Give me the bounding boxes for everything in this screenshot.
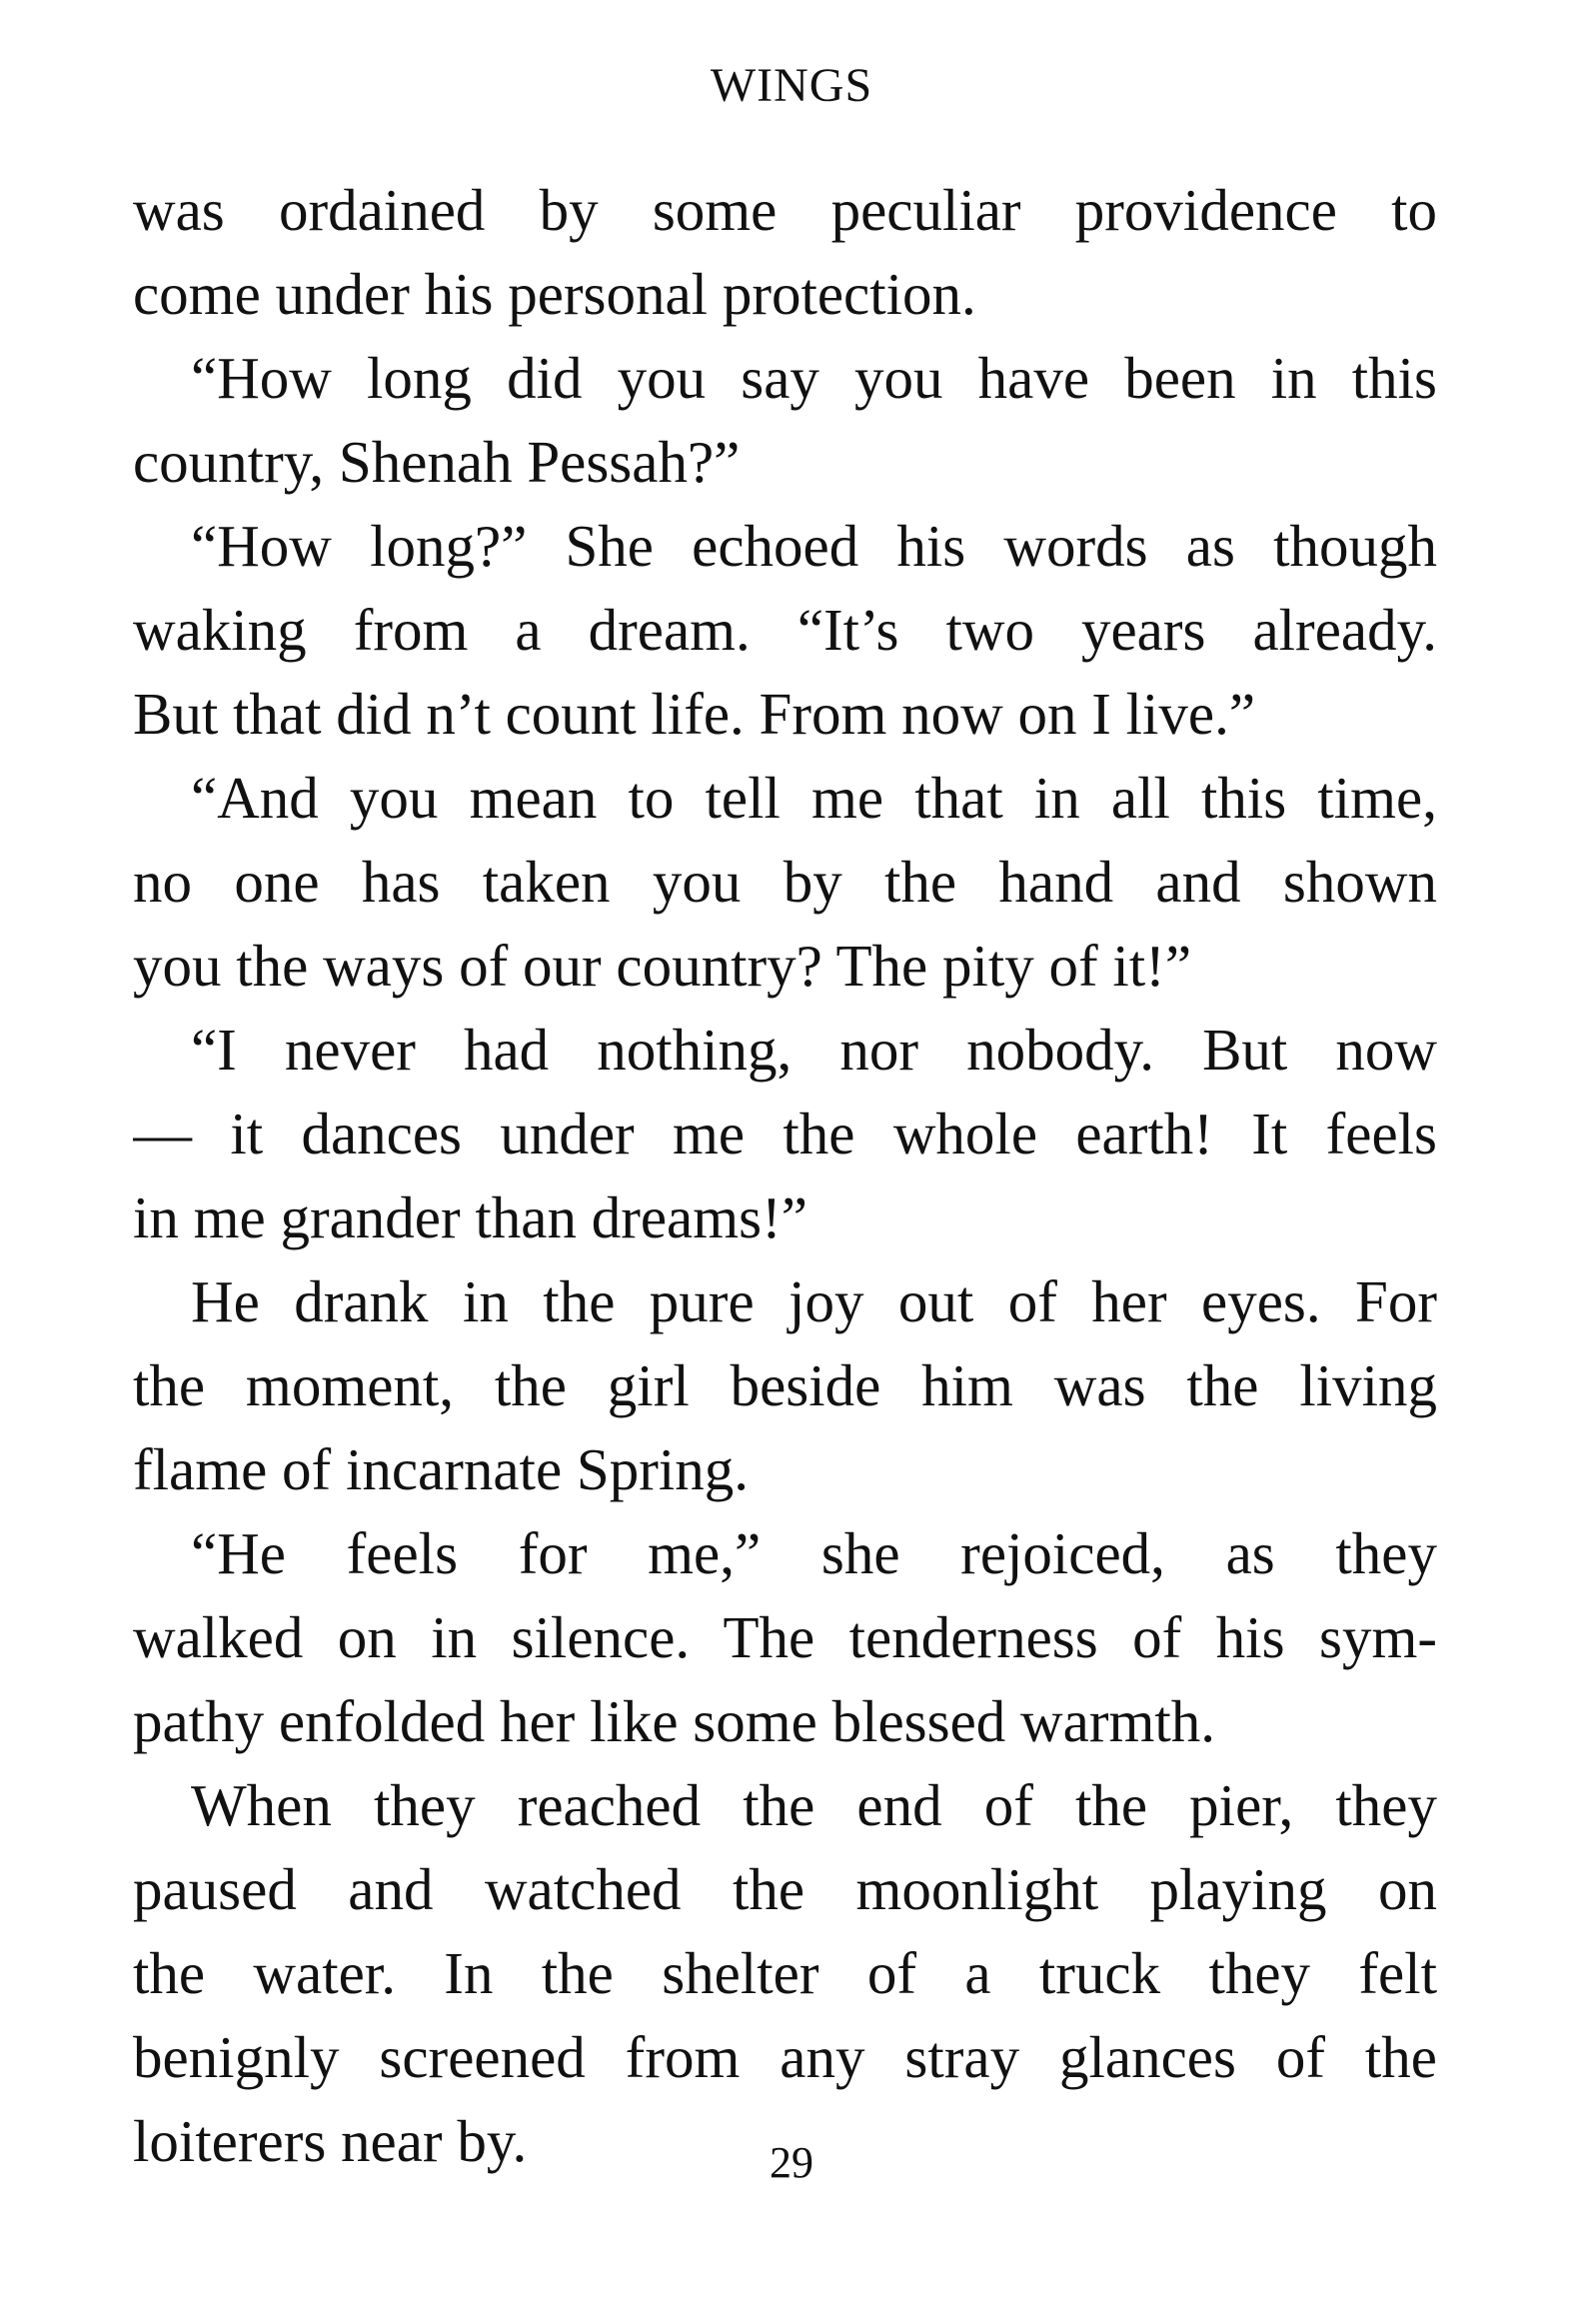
text-line: flame of incarnate Spring.: [133, 1436, 749, 1502]
running-head: WINGS: [710, 59, 873, 112]
text-line: in me grander than dreams!”: [133, 1184, 807, 1250]
text-line: walked on in silence. The tenderness of his sym-: [133, 1604, 1437, 1670]
text-line: He drank in the pure joy out of her eyes. For: [191, 1268, 1437, 1334]
text-line: When they reached the end of the pier, they: [191, 1772, 1437, 1838]
text-line: the water. In the shelter of a truck they felt: [133, 1940, 1437, 2006]
text-line: was ordained by some peculiar providence to: [133, 177, 1437, 243]
text-line: “How long?” She echoed his words as though: [191, 513, 1437, 579]
page-number: 29: [770, 2138, 813, 2187]
text-line: waking from a dream. “It’s two years already.: [133, 597, 1437, 663]
text-line: benignly screened from any stray glances of the: [133, 2024, 1437, 2090]
text-line: But that did n’t count life. From now on I live.”: [133, 681, 1256, 747]
body-text: [133, 168, 1437, 2183]
text-line: “I never had nothing, nor nobody. But now: [191, 1017, 1437, 1083]
text-line: “He feels for me,” she rejoiced, as they: [191, 1520, 1437, 1586]
text-line: “How long did you say you have been in this: [191, 345, 1437, 411]
text-line: — it dances under me the whole earth! It feels: [133, 1101, 1437, 1166]
text-line: paused and watched the moonlight playing on: [133, 1856, 1437, 1922]
text-line: you the ways of our country? The pity of it!”: [133, 933, 1192, 999]
text-line: no one has taken you by the hand and shown: [133, 849, 1437, 915]
text-line: loiterers near by.: [133, 2108, 528, 2174]
text-line: pathy enfolded her like some blessed warmth.: [133, 1688, 1216, 1754]
text-line: country, Shenah Pessah?”: [133, 429, 741, 495]
text-line: come under his personal protection.: [133, 261, 976, 327]
text-line: the moment, the girl beside him was the living: [133, 1352, 1437, 1418]
text-line: “And you mean to tell me that in all this time,: [191, 765, 1437, 831]
